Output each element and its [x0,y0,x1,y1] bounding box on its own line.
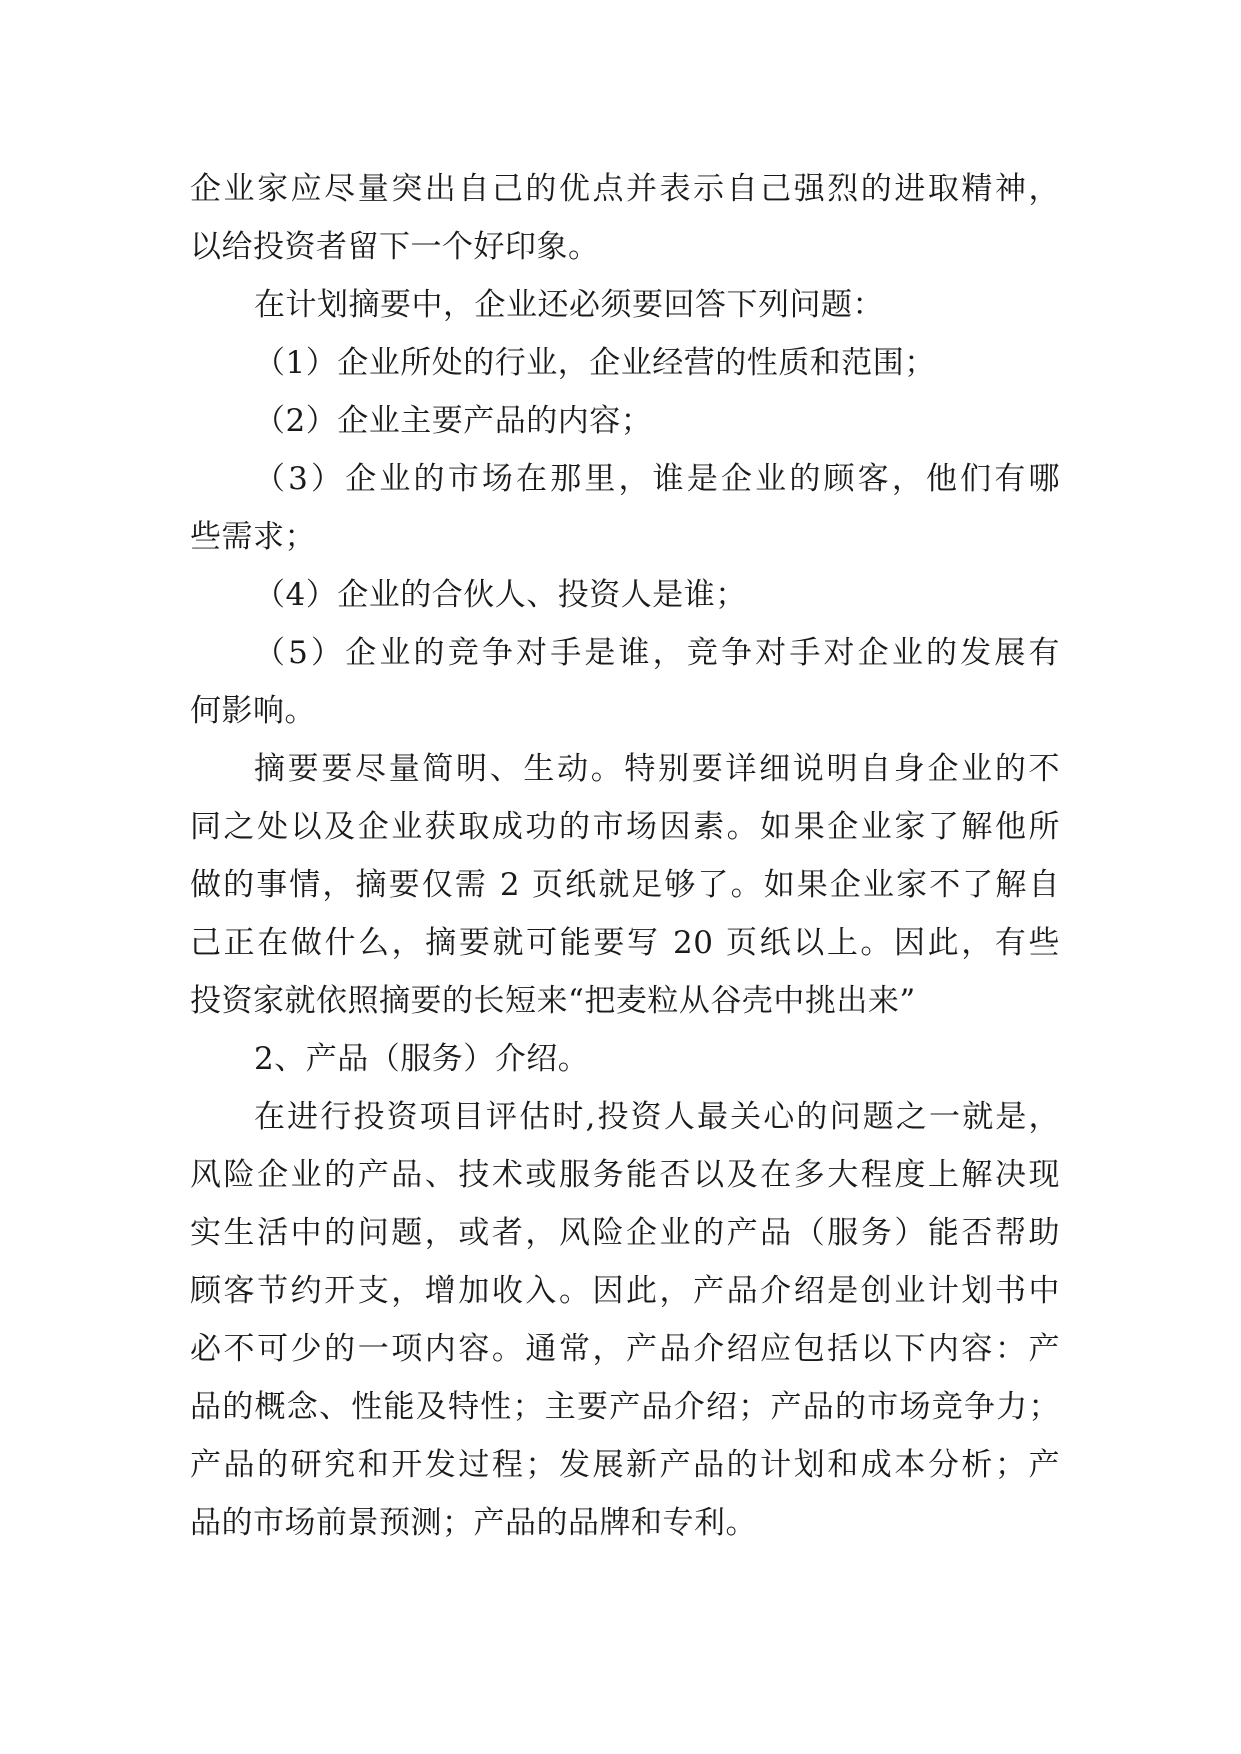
list-item: （2）企业主要产品的内容； [254,403,653,439]
text-line: 己正在做什么，摘要就可能要写 20 页纸以上。因此，有些 [190,925,1060,961]
text-line: 在计划摘要中，企业还必须要回答下列问题： [254,287,884,323]
text-line: 品的概念、性能及特性；主要产品介绍；产品的市场竞争力； [190,1389,1060,1425]
text-line: 些需求； [190,519,316,555]
text-line: 必不可少的一项内容。通常，产品介绍应包括以下内容：产 [190,1331,1060,1367]
text-line: 做的事情，摘要仅需 2 页纸就足够了。如果企业家不了解自 [190,867,1060,903]
text-line: 企业家应尽量突出自己的优点并表示自己强烈的进取精神， [190,171,1060,207]
text-line: 品的市场前景预测；产品的品牌和专利。 [190,1505,757,1541]
text-line: 投资家就依照摘要的长短来“把麦粒从谷壳中挑出来” [190,983,916,1019]
list-item: （1）企业所处的行业，企业经营的性质和范围； [254,345,936,381]
text-line: 何影响。 [190,693,316,729]
text-line: 实生活中的问题，或者，风险企业的产品（服务）能否帮助 [190,1215,1060,1251]
text-line: 以给投资者留下一个好印象。 [190,229,600,265]
text-line: 产品的研究和开发过程；发展新产品的计划和成本分析；产 [190,1447,1060,1483]
list-item: （4）企业的合伙人、投资人是谁； [254,577,747,613]
list-item: （3）企业的市场在那里，谁是企业的顾客，他们有哪 [254,461,1060,497]
text-line: 在进行投资项目评估时,投资人最关心的问题之一就是， [254,1099,1060,1135]
section-heading: 2、产品（服务）介绍。 [254,1041,590,1077]
document-body [190,160,1060,1552]
text-line: 同之处以及企业获取成功的市场因素。如果企业家了解他所 [190,809,1060,845]
text-line: 风险企业的产品、技术或服务能否以及在多大程度上解决现 [190,1157,1060,1193]
list-item: （5）企业的竞争对手是谁，竞争对手对企业的发展有 [254,635,1060,671]
text-line: 摘要要尽量简明、生动。特别要详细说明自身企业的不 [254,751,1060,787]
text-line: 顾客节约开支，增加收入。因此，产品介绍是创业计划书中 [190,1273,1060,1309]
